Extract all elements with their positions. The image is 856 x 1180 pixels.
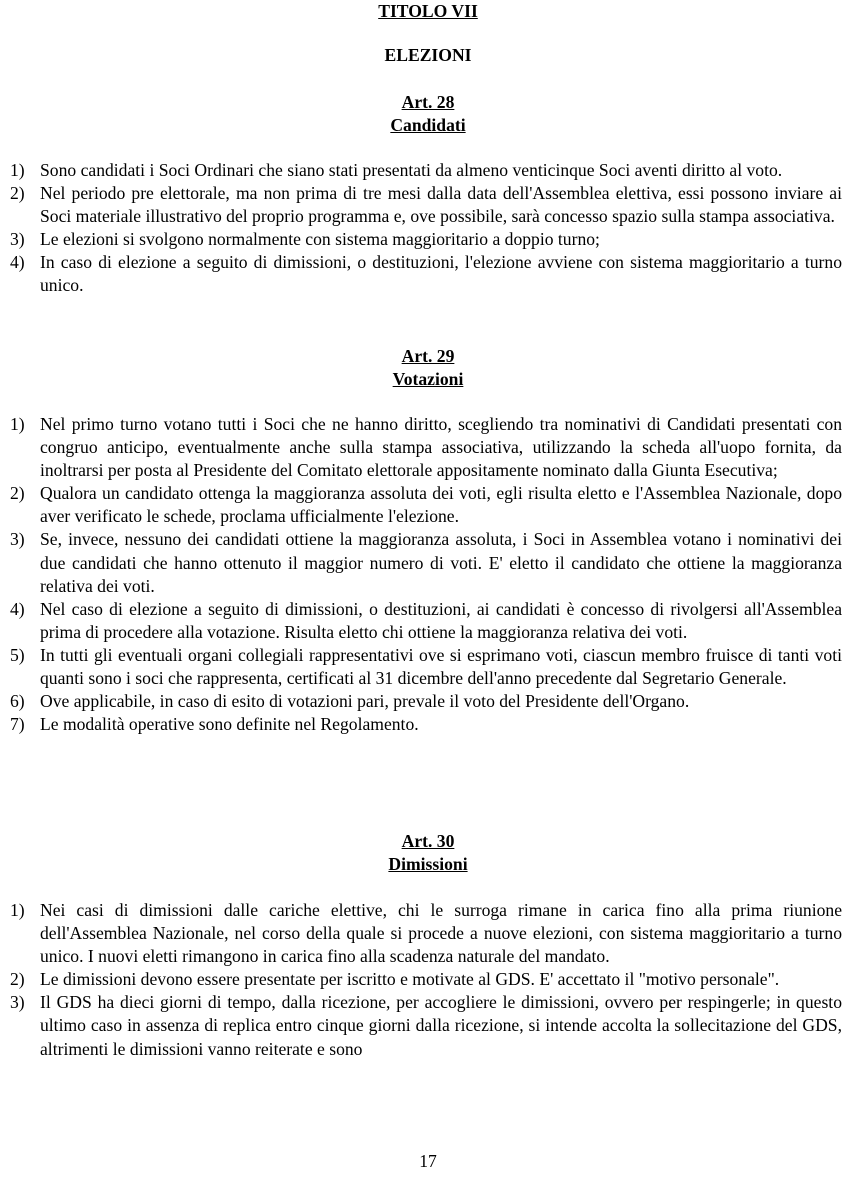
item-number: 2) [10,183,25,204]
item-number: 3) [10,229,25,250]
item-number: 3) [10,529,25,550]
item-text: Qualora un candidato ottenga la maggioranza assoluta dei voti, egli risulta eletto e l'Assemblea Nazionale, dopo aver verificato le schede, proclama ufficialmente l'elezione. [40,483,842,527]
item-text: Ove applicabile, in caso di esito di votazioni pari, prevale il voto del Presidente dell'Organo. [40,691,690,712]
list-item [10,182,842,228]
list-item [10,251,842,297]
article-30-number: Art. 30 [401,831,455,851]
item-text: Nel caso di elezione a seguito di dimissioni, o destituzioni, ai candidati è concesso di rivolgersi all'Assemblea prima di procedere alla votazione. Risulta eletto chi ottiene la maggioranza relativa dei voti. [40,598,842,642]
item-number: 2) [10,483,25,504]
article-29-list [10,413,842,736]
list-item [10,159,842,182]
item-text: Nei casi di dimissioni dalle cariche elettive, chi le surroga rimane in carica fino alla prima riunione dell'Assemblea Nazionale, nel corso della quale si procede a nuove elezioni, con sistema maggioritario a turno unico. I nuovi eletti rimangono in carica fino alla scadenza naturale del mandato. [40,900,842,967]
article-28-list [10,159,842,298]
item-text: In tutti gli eventuali organi collegiali rappresentativi ove si esprimano voti, ciascun membro fruisce di tanti voti quanti sono i soci che rappresenta, certificati al 31 dicembre dell'anno precedente dal Segretario Generale. [40,644,842,689]
list-item [10,482,842,528]
item-number: 4) [10,598,25,619]
list-item [10,899,842,968]
item-number: 3) [10,992,25,1013]
item-text: Le dimissioni devono essere presentate per iscritto e motivate al GDS. E' accettato il "motivo personale". [40,969,780,990]
item-text: Il GDS ha dieci giorni di tempo, dalla ricezione, per accogliere le dimissioni, ovvero per respingerle; in questo ultimo caso in assenza di replica entro cinque giorni dalla ricezione, si intende accolta la sollecitazione del GDS, altrimenti le dimissioni vanno reiterate e sono [40,992,842,1059]
article-30-heading: Dimissioni [388,854,468,874]
item-number: 7) [10,714,25,735]
list-item [10,413,842,482]
item-number: 6) [10,691,25,712]
page-number: 17 [419,1151,437,1171]
list-item [10,690,842,713]
list-item [10,644,842,690]
article-28-heading: Candidati [390,115,466,135]
item-number: 5) [10,644,25,665]
item-number: 1) [10,414,25,434]
item-number: 4) [10,252,25,273]
item-text: Nel periodo pre elettorale, ma non prima di tre mesi dalla data dell'Assemblea elettiva, essi possono inviare ai Soci materiale illustrativo del proprio programma e, ove possibile, sarà concesso spazio sulla stampa associativa. [40,183,842,227]
list-item [10,528,842,597]
item-text: In caso di elezione a seguito di dimissioni, o destituzioni, l'elezione avviene con sistema maggioritario a turno unico. [40,252,842,296]
article-30-list [10,899,842,1061]
item-text: Sono candidati i Soci Ordinari che siano stati presentati da almeno venticinque Soci aventi diritto al voto. [40,160,783,180]
list-item [10,991,842,1060]
item-text: Le modalità operative sono definite nel Regolamento. [40,714,419,735]
item-text: Nel primo turno votano tutti i Soci che ne hanno diritto, scegliendo tra nominativi di Candidati presentati con congruo anticipo, eventualmente anche sulla stampa associativa, utilizzando la scheda all'uopo fornita, da inoltrarsi per posta al Presidente del Comitato elettorale appositamente nominato dalla Giunta Esecutiva; [40,414,842,481]
item-text: Le elezioni si svolgono normalmente con sistema maggioritario a doppio turno; [40,229,600,250]
article-29-number: Art. 29 [401,346,455,366]
list-item [10,968,842,991]
list-item [10,713,842,736]
list-item [10,228,842,251]
item-text: Se, invece, nessuno dei candidati ottiene la maggioranza assoluta, i Soci in Assemblea votano i nominativi dei due candidati che hanno ottenuto il maggior numero di voti. E' eletto il candidato che ottiene la maggioranza relativa dei voti. [40,529,842,596]
item-number: 1) [10,160,25,180]
article-28-number: Art. 28 [401,92,455,112]
item-number: 2) [10,969,25,990]
list-item [10,598,842,644]
article-29-heading: Votazioni [392,369,464,389]
page-title: TITOLO VII [378,1,478,21]
item-number: 1) [10,900,25,920]
page-subtitle: ELEZIONI [384,45,472,65]
